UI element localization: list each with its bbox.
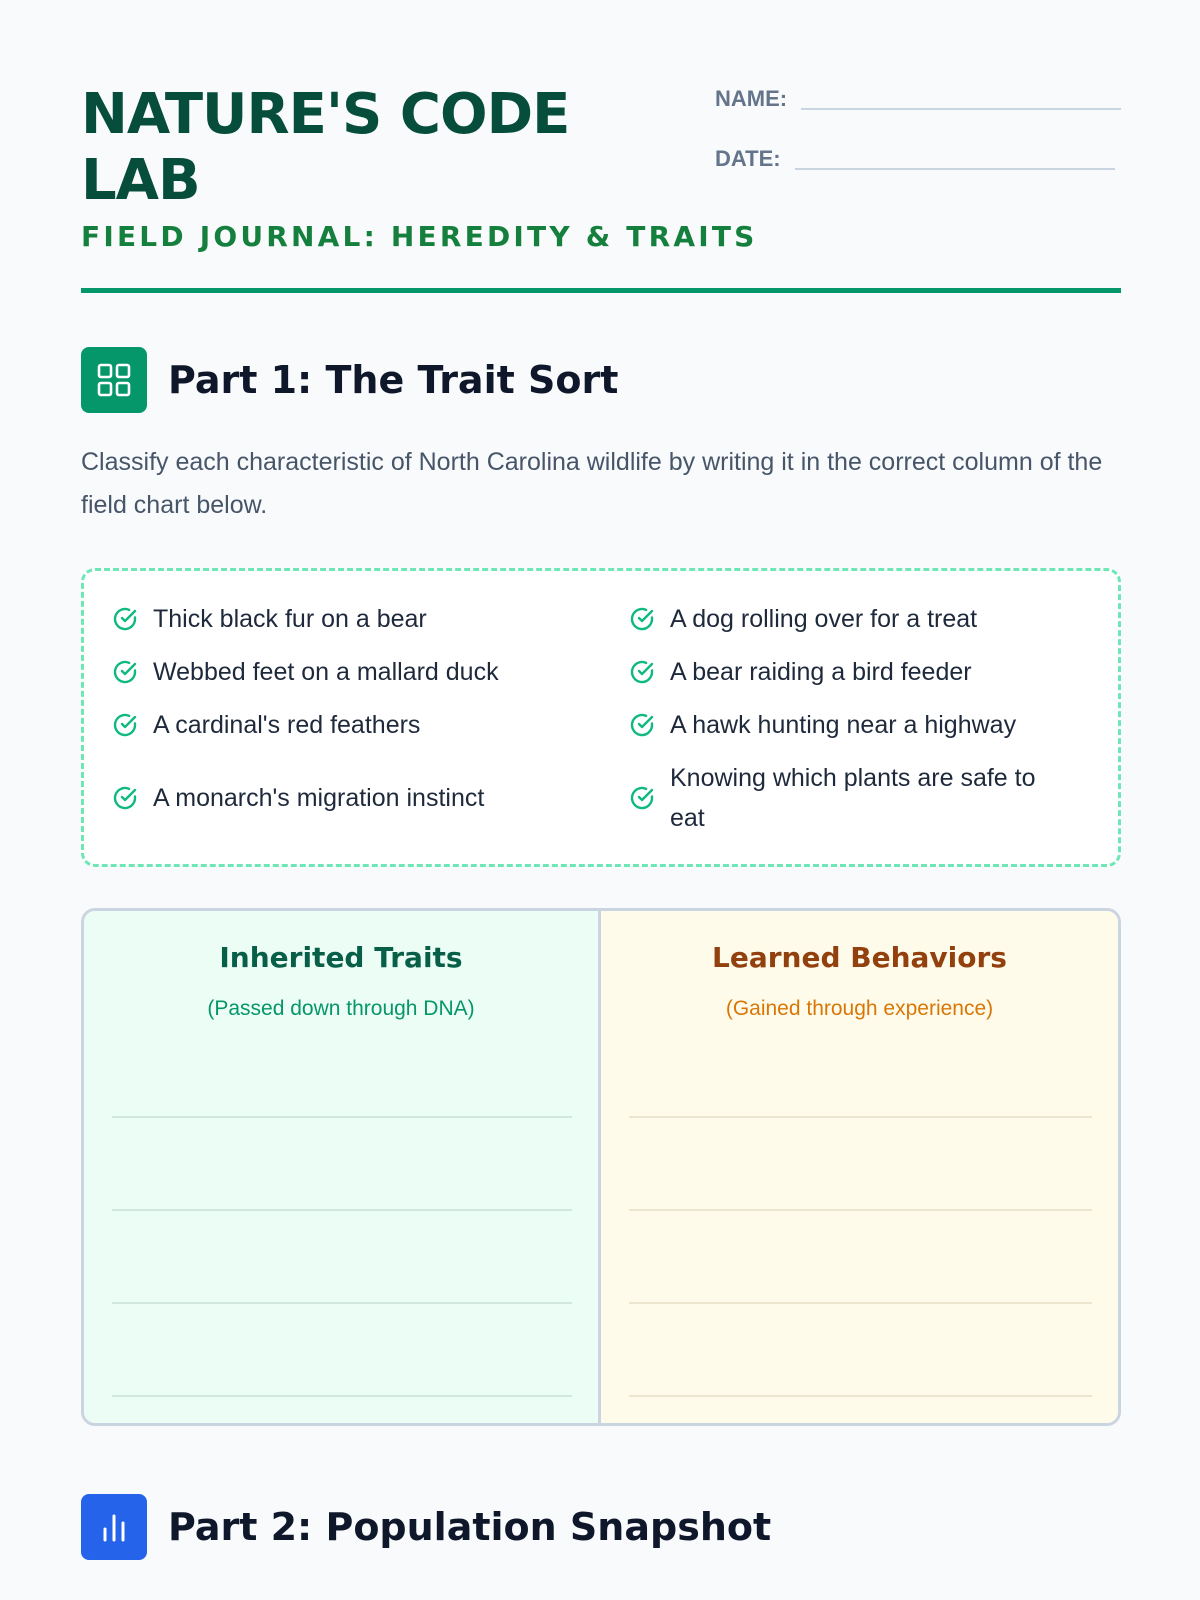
trait-item	[112, 778, 484, 818]
trait-text: Webbed feet on a mallard duck	[153, 658, 499, 686]
writing-line[interactable]	[629, 1209, 1092, 1211]
writing-line[interactable]	[112, 1116, 572, 1118]
inherited-subtitle: (Passed down through DNA)	[207, 997, 475, 1020]
writing-line[interactable]	[112, 1209, 572, 1211]
trait-text: Knowing which plants are safe to eat	[670, 764, 1036, 832]
name-field-row	[715, 86, 1121, 112]
writing-line[interactable]	[629, 1302, 1092, 1304]
trait-item	[629, 599, 977, 639]
trait-text: A bear raiding a bird feeder	[670, 658, 972, 686]
learned-subtitle: (Gained through experience)	[725, 997, 994, 1020]
page-subtitle: FIELD JOURNAL: HEREDITY & TRAITS	[81, 220, 758, 253]
check-circle-icon	[629, 712, 655, 738]
check-circle-icon	[112, 785, 138, 811]
trait-item	[112, 599, 427, 639]
part1-instructions: Classify each characteristic of North Carolina wildlife by writing it in the correct column of the field chart below.	[81, 448, 1103, 519]
date-label: DATE:	[715, 146, 781, 171]
trait-sort-chart	[81, 908, 1121, 1426]
trait-item	[112, 705, 420, 745]
trait-item	[629, 652, 972, 692]
trait-item	[629, 705, 1016, 745]
trait-word-bank	[81, 568, 1121, 867]
learned-behaviors-column	[601, 911, 1118, 1423]
name-field[interactable]	[801, 108, 1121, 110]
check-circle-icon	[112, 659, 138, 685]
date-field-row	[715, 146, 1115, 172]
grid-icon	[81, 347, 147, 413]
writing-line[interactable]	[112, 1302, 572, 1304]
trait-text: A cardinal's red feathers	[153, 711, 421, 739]
check-circle-icon	[629, 606, 655, 632]
header-divider	[81, 288, 1121, 293]
check-circle-icon	[112, 606, 138, 632]
trait-text: A dog rolling over for a treat	[670, 605, 978, 633]
part1-heading	[81, 347, 618, 413]
worksheet-page	[81, 0, 1121, 1549]
part1-title: Part 1: The Trait Sort	[168, 358, 619, 402]
learned-title: Learned Behaviors	[712, 941, 1007, 974]
page-title: NATURE'S CODE LAB	[81, 82, 570, 213]
check-circle-icon	[629, 659, 655, 685]
bar-chart-icon	[81, 1494, 147, 1560]
writing-line[interactable]	[112, 1395, 572, 1397]
writing-line[interactable]	[629, 1395, 1092, 1397]
inherited-traits-column	[84, 911, 601, 1423]
name-label: NAME:	[715, 86, 788, 111]
trait-item	[629, 758, 1069, 838]
check-circle-icon	[112, 712, 138, 738]
check-circle-icon	[629, 785, 655, 811]
trait-text: Thick black fur on a bear	[153, 605, 427, 633]
inherited-title: Inherited Traits	[219, 941, 463, 974]
header	[81, 0, 1121, 296]
part2-title: Part 2: Population Snapshot	[168, 1505, 772, 1549]
writing-line[interactable]	[629, 1116, 1092, 1118]
trait-item	[112, 652, 499, 692]
trait-text: A hawk hunting near a highway	[670, 711, 1017, 739]
trait-text: A monarch's migration instinct	[153, 784, 485, 812]
date-field[interactable]	[795, 168, 1115, 170]
part2-heading	[81, 1494, 771, 1560]
